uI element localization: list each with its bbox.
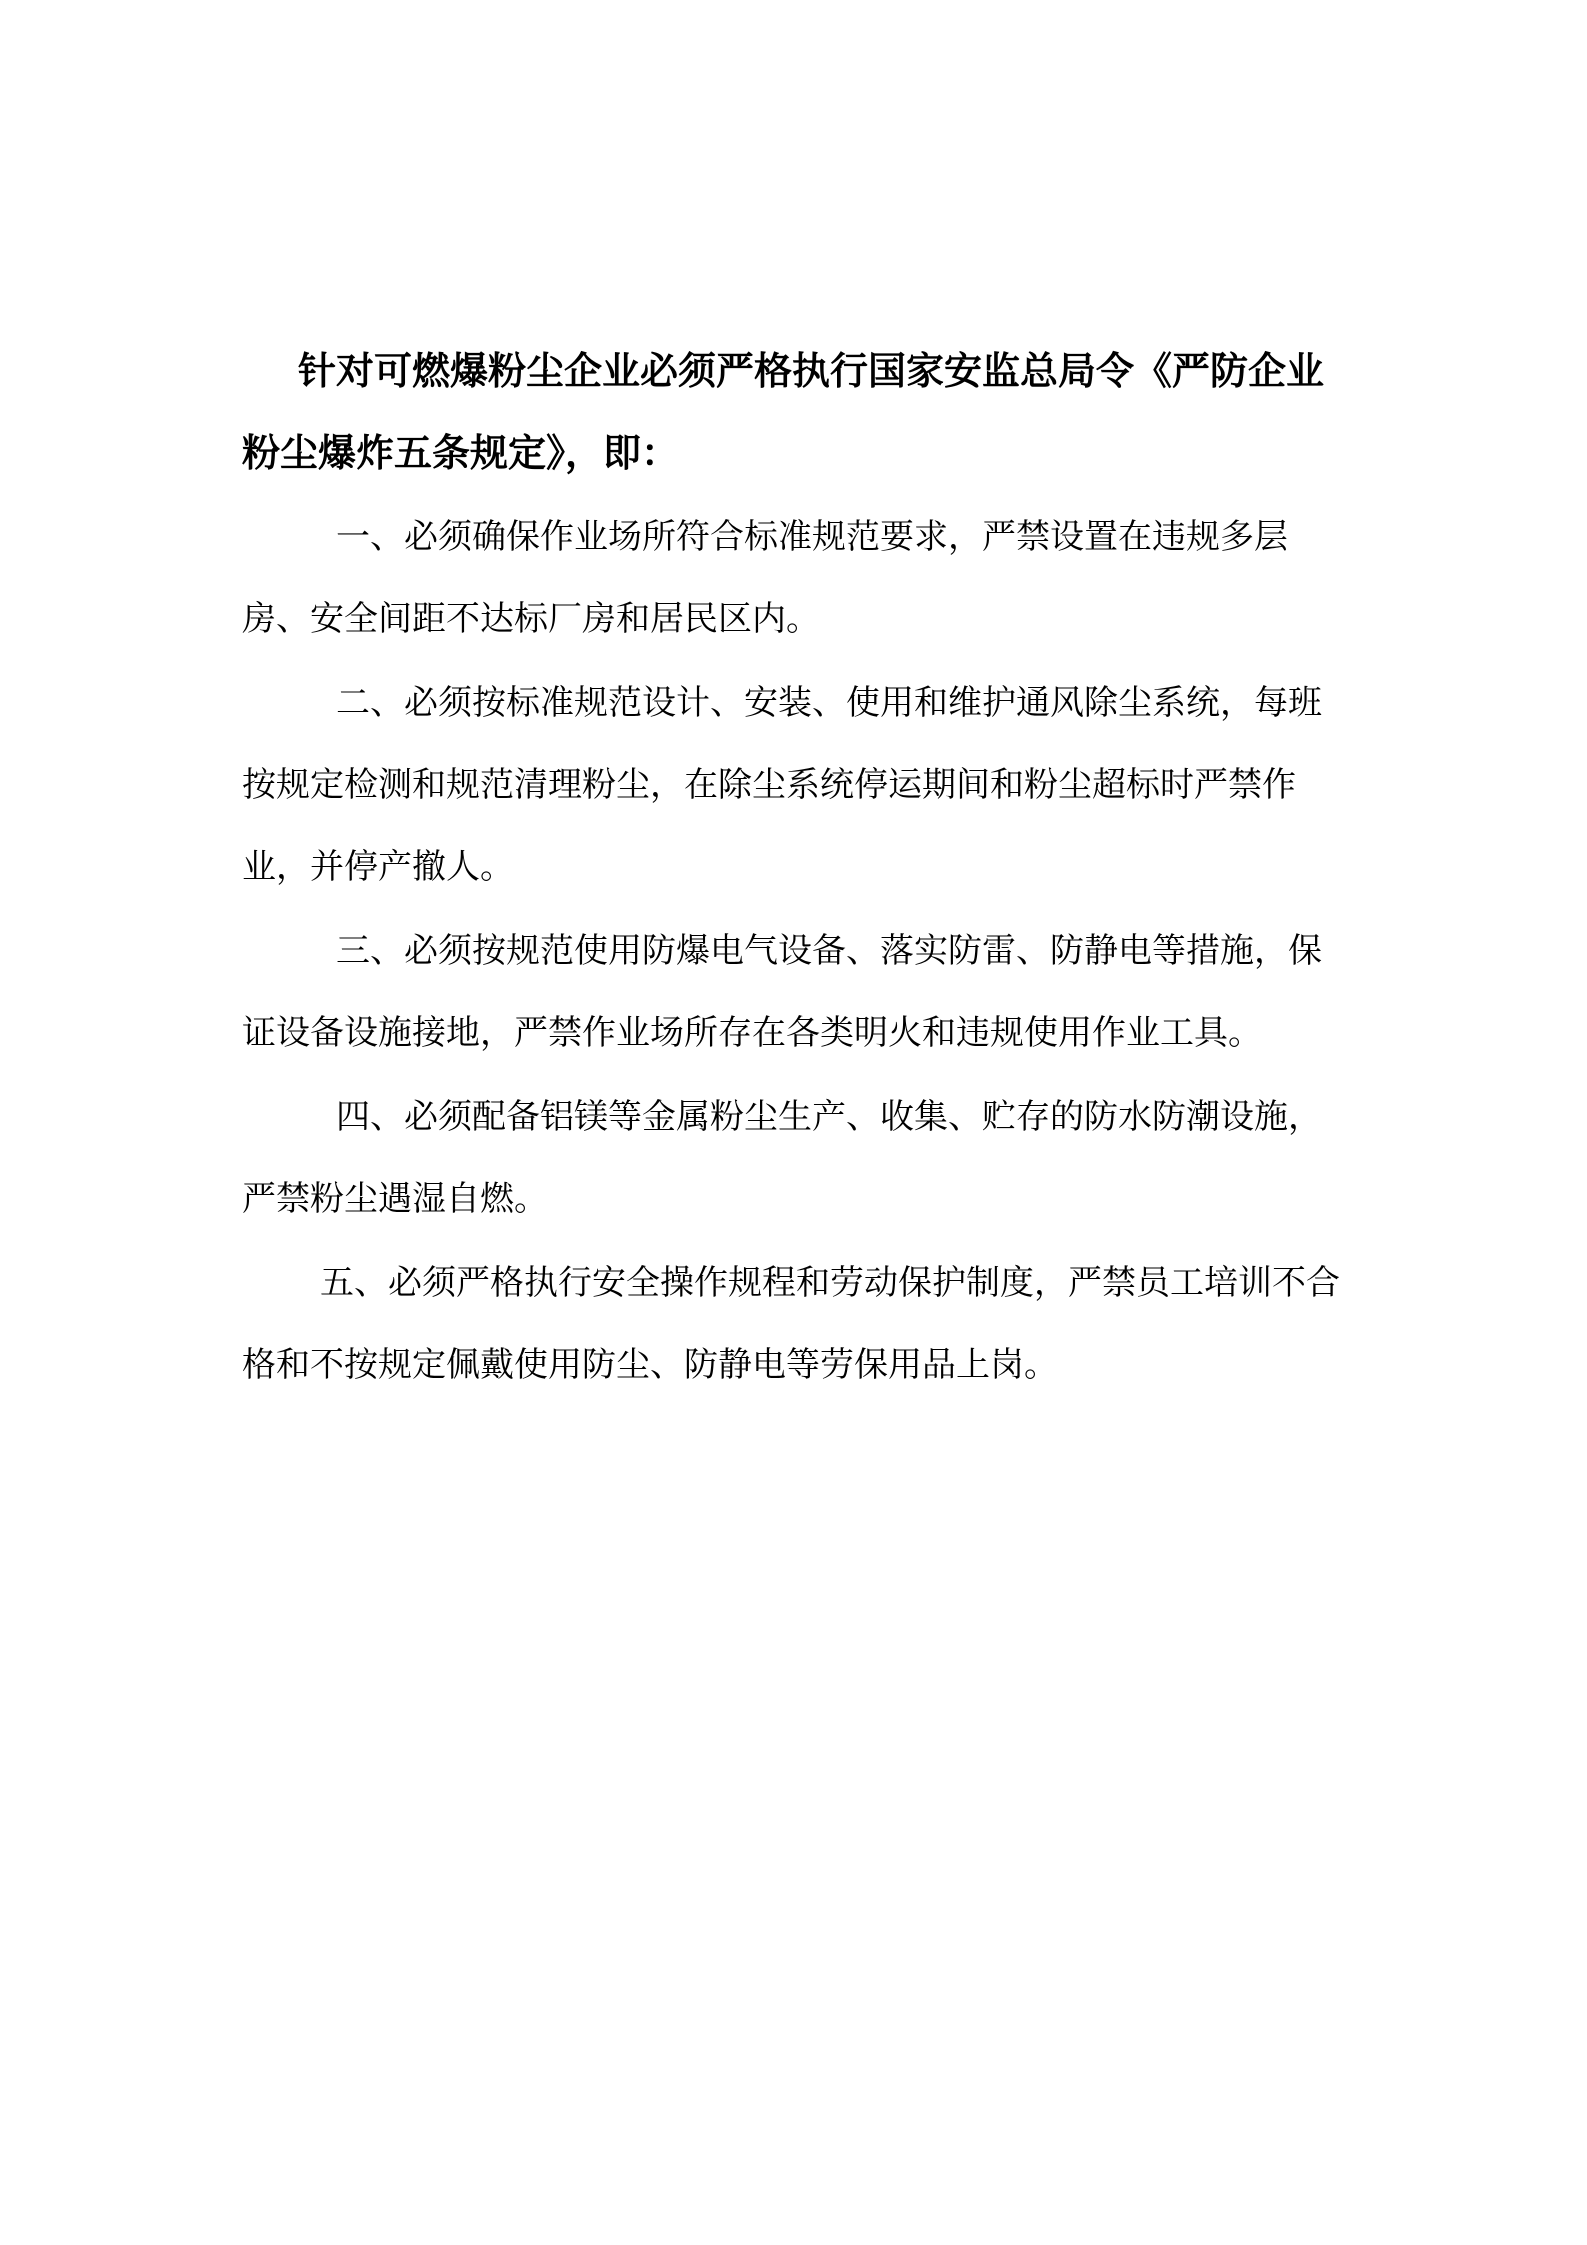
rule-4-paragraph: 四、必须配备铝镁等金属粉尘生产、收集、贮存的防水防潮设施，严禁粉尘遇湿自燃。 [242, 1097, 1322, 1219]
rule-5-paragraph: 五、必须严格执行安全操作规程和劳动保护制度，严禁员工培训不合格和不按规定佩戴使用防尘、防静电等劳保用品上岗。 [242, 1263, 1340, 1385]
document-body [242, 330, 1352, 1408]
rule-2-paragraph: 二、必须按标准规范设计、安装、使用和维护通风除尘系统，每班按规定检测和规范清理粉尘，在除尘系统停运期间和粉尘超标时严禁作业，并停产撤人。 [242, 683, 1322, 887]
rule-1-paragraph: 一、必须确保作业场所符合标准规范要求，严禁设置在违规多层房、安全间距不达标厂房和居民区内。 [242, 517, 1288, 639]
rule-3-paragraph: 三、必须按规范使用防爆电气设备、落实防雷、防静电等措施，保证设备设施接地，严禁作业场所存在各类明火和违规使用作业工具。 [242, 931, 1322, 1053]
intro-paragraph: 针对可燃爆粉尘企业必须严格执行国家安监总局令《严防企业粉尘爆炸五条规定》，即： [242, 348, 1325, 475]
